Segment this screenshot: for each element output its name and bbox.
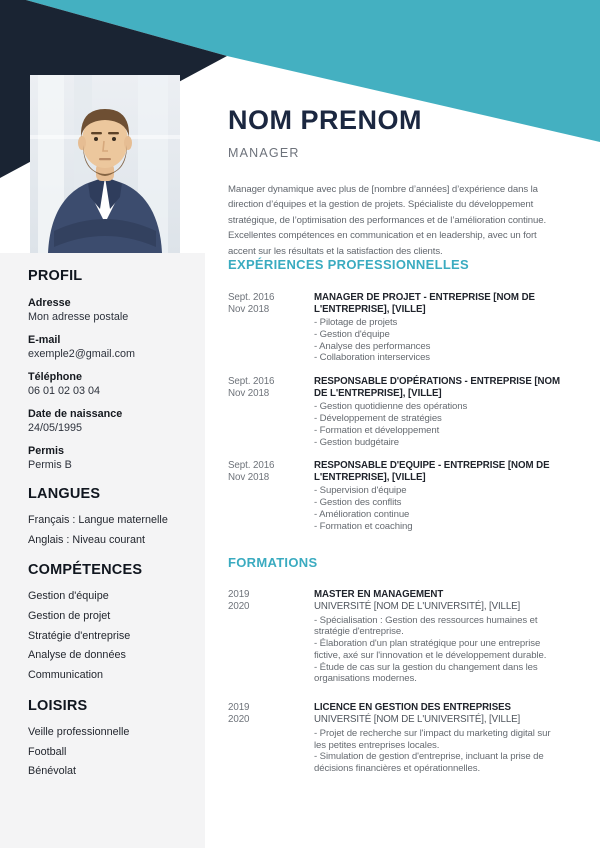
field-value: Permis B <box>28 459 72 471</box>
date-end: 2020 <box>228 714 250 726</box>
education-bullet: - Simulation de gestion d'entreprise, incluant la prise de décisions financières et opérationnelles. <box>314 751 544 775</box>
job-bullet: - Collaboration interservices <box>314 352 431 364</box>
education-bullet: - Projet de recherche sur l'impact du marketing digital sur les petites entreprises locales. <box>314 727 551 751</box>
job-bullet: - Amélioration continue <box>314 508 410 520</box>
field-value: Mon adresse postale <box>28 311 129 323</box>
job-entry <box>228 376 562 448</box>
date-start: 2019 <box>228 589 250 600</box>
education-heading: FORMATIONS <box>228 555 318 570</box>
job-bullet: - Gestion quotidienne des opérations <box>314 401 468 413</box>
langues-heading: LANGUES <box>28 486 101 502</box>
education-dates <box>228 589 314 685</box>
field-value: 24/05/1995 <box>28 422 83 434</box>
date-end: 2020 <box>228 600 250 612</box>
job-title: MANAGER DE PROJET - ENTREPRISE [NOM DE L'ENTREPRISE], [VILLE] <box>314 292 535 315</box>
profil-field <box>28 296 196 324</box>
education-entry <box>228 589 562 685</box>
candidate-name: NOM PRENOM <box>228 105 422 135</box>
date-start: 2019 <box>228 702 250 714</box>
education-bullet: - Étude de cas sur la gestion du changement dans les organisations modernes. <box>314 661 538 685</box>
job-bullet: - Analyse des performances <box>314 340 431 352</box>
profil-field <box>28 333 196 361</box>
job-bullet: - Formation et coaching <box>314 520 413 532</box>
job-bullets <box>314 485 562 532</box>
loisirs-heading: LOISIRS <box>28 698 88 714</box>
competence-item: Analyse de données <box>28 649 126 662</box>
competences-heading: COMPÉTENCES <box>28 562 143 578</box>
candidate-role: MANAGER <box>228 146 300 160</box>
competence-item: Gestion de projet <box>28 609 111 622</box>
education-list <box>228 589 562 792</box>
date-start: Sept. 2016 <box>228 292 275 303</box>
field-value: 06 01 02 03 04 <box>28 385 101 397</box>
sidebar-section-competences <box>28 562 196 689</box>
loisir-item: Football <box>28 745 67 758</box>
education-bullets <box>314 728 562 775</box>
loisir-item: Veille professionnelle <box>28 726 130 738</box>
education-school: UNIVERSITÉ [NOM DE L'UNIVERSITÉ], [VILLE] <box>314 600 521 612</box>
job-bullet: - Supervision d'équipe <box>314 485 407 497</box>
education-school: UNIVERSITÉ [NOM DE L'UNIVERSITÉ], [VILLE] <box>314 713 521 725</box>
education-entry <box>228 702 562 775</box>
job-bullet: - Formation et développement <box>314 424 440 436</box>
sidebar-section-profil <box>28 268 196 481</box>
field-label: Date de naissance <box>28 408 123 420</box>
education-content <box>314 702 562 775</box>
job-title: RESPONSABLE D'OPÉRATIONS - ENTREPRISE [NOM DE L'ENTREPRISE], [VILLE] <box>314 376 560 399</box>
education-dates <box>228 702 314 775</box>
job-content <box>314 292 562 364</box>
experience-heading: EXPÉRIENCES PROFESSIONNELLES <box>228 257 470 272</box>
loisir-item: Bénévolat <box>28 765 77 777</box>
field-label: Téléphone <box>28 371 82 383</box>
job-bullet: - Gestion des conflits <box>314 497 402 509</box>
date-start: Sept. 2016 <box>228 460 275 472</box>
profil-field <box>28 407 196 435</box>
education-bullet: - Élaboration d'un plan stratégique pour une entreprise fictive, axé sur l'innovation et le développement durable. <box>314 638 547 661</box>
job-dates <box>228 376 314 448</box>
education-title: MASTER EN MANAGEMENT <box>314 589 444 600</box>
sidebar-section-loisirs <box>28 698 196 785</box>
langue-item: Anglais : Niveau courant <box>28 533 146 546</box>
field-value: exemple2@gmail.com <box>28 348 135 360</box>
profil-field <box>28 370 196 398</box>
date-start: Sept. 2016 <box>228 376 275 388</box>
job-entry <box>228 460 562 532</box>
langue-item: Français : Langue maternelle <box>28 514 168 526</box>
competence-item: Communication <box>28 669 104 682</box>
job-dates <box>228 460 314 532</box>
job-bullets <box>314 317 562 364</box>
education-bullet: - Spécialisation : Gestion des ressources humaines et stratégie d'entreprise. <box>314 614 538 638</box>
profil-heading: PROFIL <box>28 268 83 284</box>
job-bullet: - Gestion budgétaire <box>314 436 399 448</box>
competence-item: Gestion d'équipe <box>28 590 109 602</box>
job-content <box>314 460 562 532</box>
job-entry <box>228 292 562 364</box>
job-content <box>314 376 562 448</box>
competence-item: Stratégie d'entreprise <box>28 629 131 642</box>
field-label: Adresse <box>28 297 71 309</box>
date-end: Nov 2018 <box>228 303 270 315</box>
education-content <box>314 589 562 685</box>
job-dates <box>228 292 314 364</box>
job-title: RESPONSABLE D'EQUIPE - ENTREPRISE [NOM DE L'ENTREPRISE], [VILLE] <box>314 460 550 483</box>
education-bullets <box>314 615 562 686</box>
job-bullets <box>314 401 562 448</box>
date-end: Nov 2018 <box>228 387 270 399</box>
job-bullet: - Gestion d'équipe <box>314 328 390 340</box>
profil-field <box>28 444 196 472</box>
field-label: E-mail <box>28 334 61 346</box>
sidebar-section-langues <box>28 486 196 553</box>
job-bullet: - Pilotage de projets <box>314 317 398 328</box>
profile-summary: Manager dynamique avec plus de [nombre d’années] d’expérience dans la direction d’équipes et la gestion de projets. Spécialiste du développement stratégique, de l’optimisation des performances et de l’amélioration continue. Excellentes compétences en communication et en leadership, avec un fort accent sur les résultats et la satisfaction des clients. <box>228 184 547 257</box>
profile-photo <box>30 75 180 253</box>
portrait-illustration <box>30 75 180 253</box>
job-bullet: - Développement de stratégies <box>314 412 442 424</box>
field-label: Permis <box>28 445 65 457</box>
date-end: Nov 2018 <box>228 472 270 484</box>
education-title: LICENCE EN GESTION DES ENTREPRISES <box>314 702 511 714</box>
experience-list <box>228 292 562 545</box>
